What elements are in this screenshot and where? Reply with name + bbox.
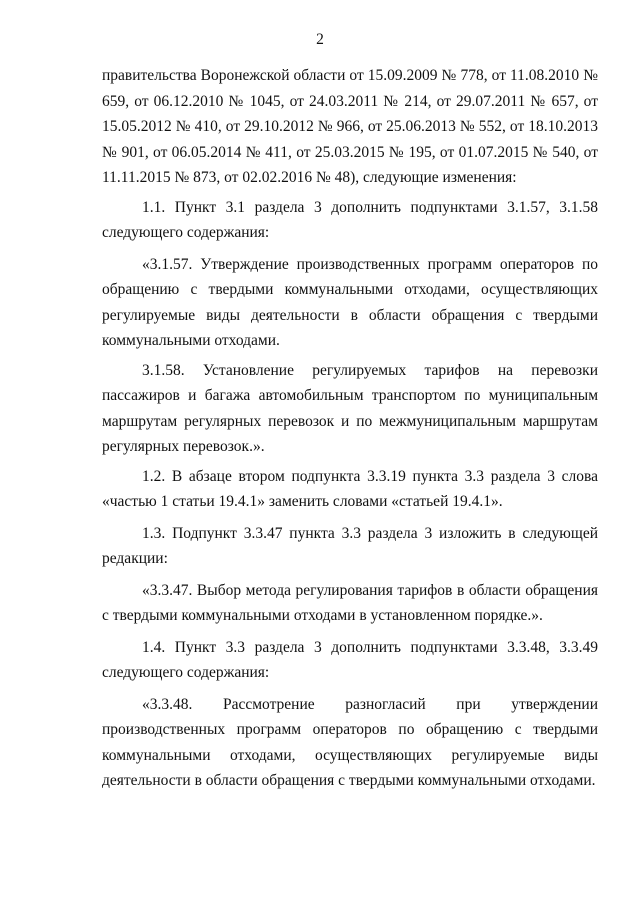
paragraph-continuation: правительства Воронежской области от 15.09.2009 № 778, от 11.08.2010 № 659, от 06.12.2010 № 1045, от 24.03.2011 № 214, от 29.07.2011 № 657, от 15.05.2012 № 410, от 29.10.2012 № 966, от 25.06.2013 № 552, от 18.10.2013 № 901, от 06.05.2014 № 411, от 25.03.2015 № 195, от 01.07.2015 № 540, от 11.11.2015 № 873, от 02.02.2016 № 48), следующие изменения:: [102, 67, 598, 186]
page-number: 2: [316, 31, 324, 48]
paragraph-3-1-57: «3.1.57. Утверждение производственных программ операторов по обращению с твердыми коммунальными отходами, осуществляющих регулируемые виды деятельности в области обращения с твердыми коммунальными отходами.: [102, 255, 598, 349]
paragraph-3-1-58: 3.1.58. Установление регулируемых тарифов на перевозки пассажиров и багажа автомобильным транспортом по муниципальным маршрутам регулярных перевозок и по межмуниципальным маршрутам регулярных перевозок.».: [102, 361, 598, 455]
paragraph-1-2: 1.2. В абзаце втором подпункта 3.3.19 пункта 3.3 раздела 3 слова «частью 1 статьи 19.4.1» заменить словами «статьей 19.4.1».: [102, 467, 598, 510]
document-body: [102, 63, 598, 794]
paragraph-3-3-48: «3.3.48. Рассмотрение разногласий при утверждении производственных программ операторов по обращению с твердыми коммунальными отходами, осуществляющих регулируемые виды деятельности в области обращения с твердыми коммунальными отходами.: [102, 695, 598, 789]
paragraph-3-3-47: «3.3.47. Выбор метода регулирования тарифов в области обращения с твердыми коммунальными отходами в установленном порядке.».: [102, 581, 598, 624]
paragraph-1-4: 1.4. Пункт 3.3 раздела 3 дополнить подпунктами 3.3.48, 3.3.49 следующего содержания:: [102, 638, 598, 681]
paragraph-1-1: 1.1. Пункт 3.1 раздела 3 дополнить подпунктами 3.1.57, 3.1.58 следующего содержания:: [102, 198, 598, 241]
paragraph-1-3: 1.3. Подпункт 3.3.47 пункта 3.3 раздела 3 изложить в следующей редакции:: [102, 524, 598, 567]
